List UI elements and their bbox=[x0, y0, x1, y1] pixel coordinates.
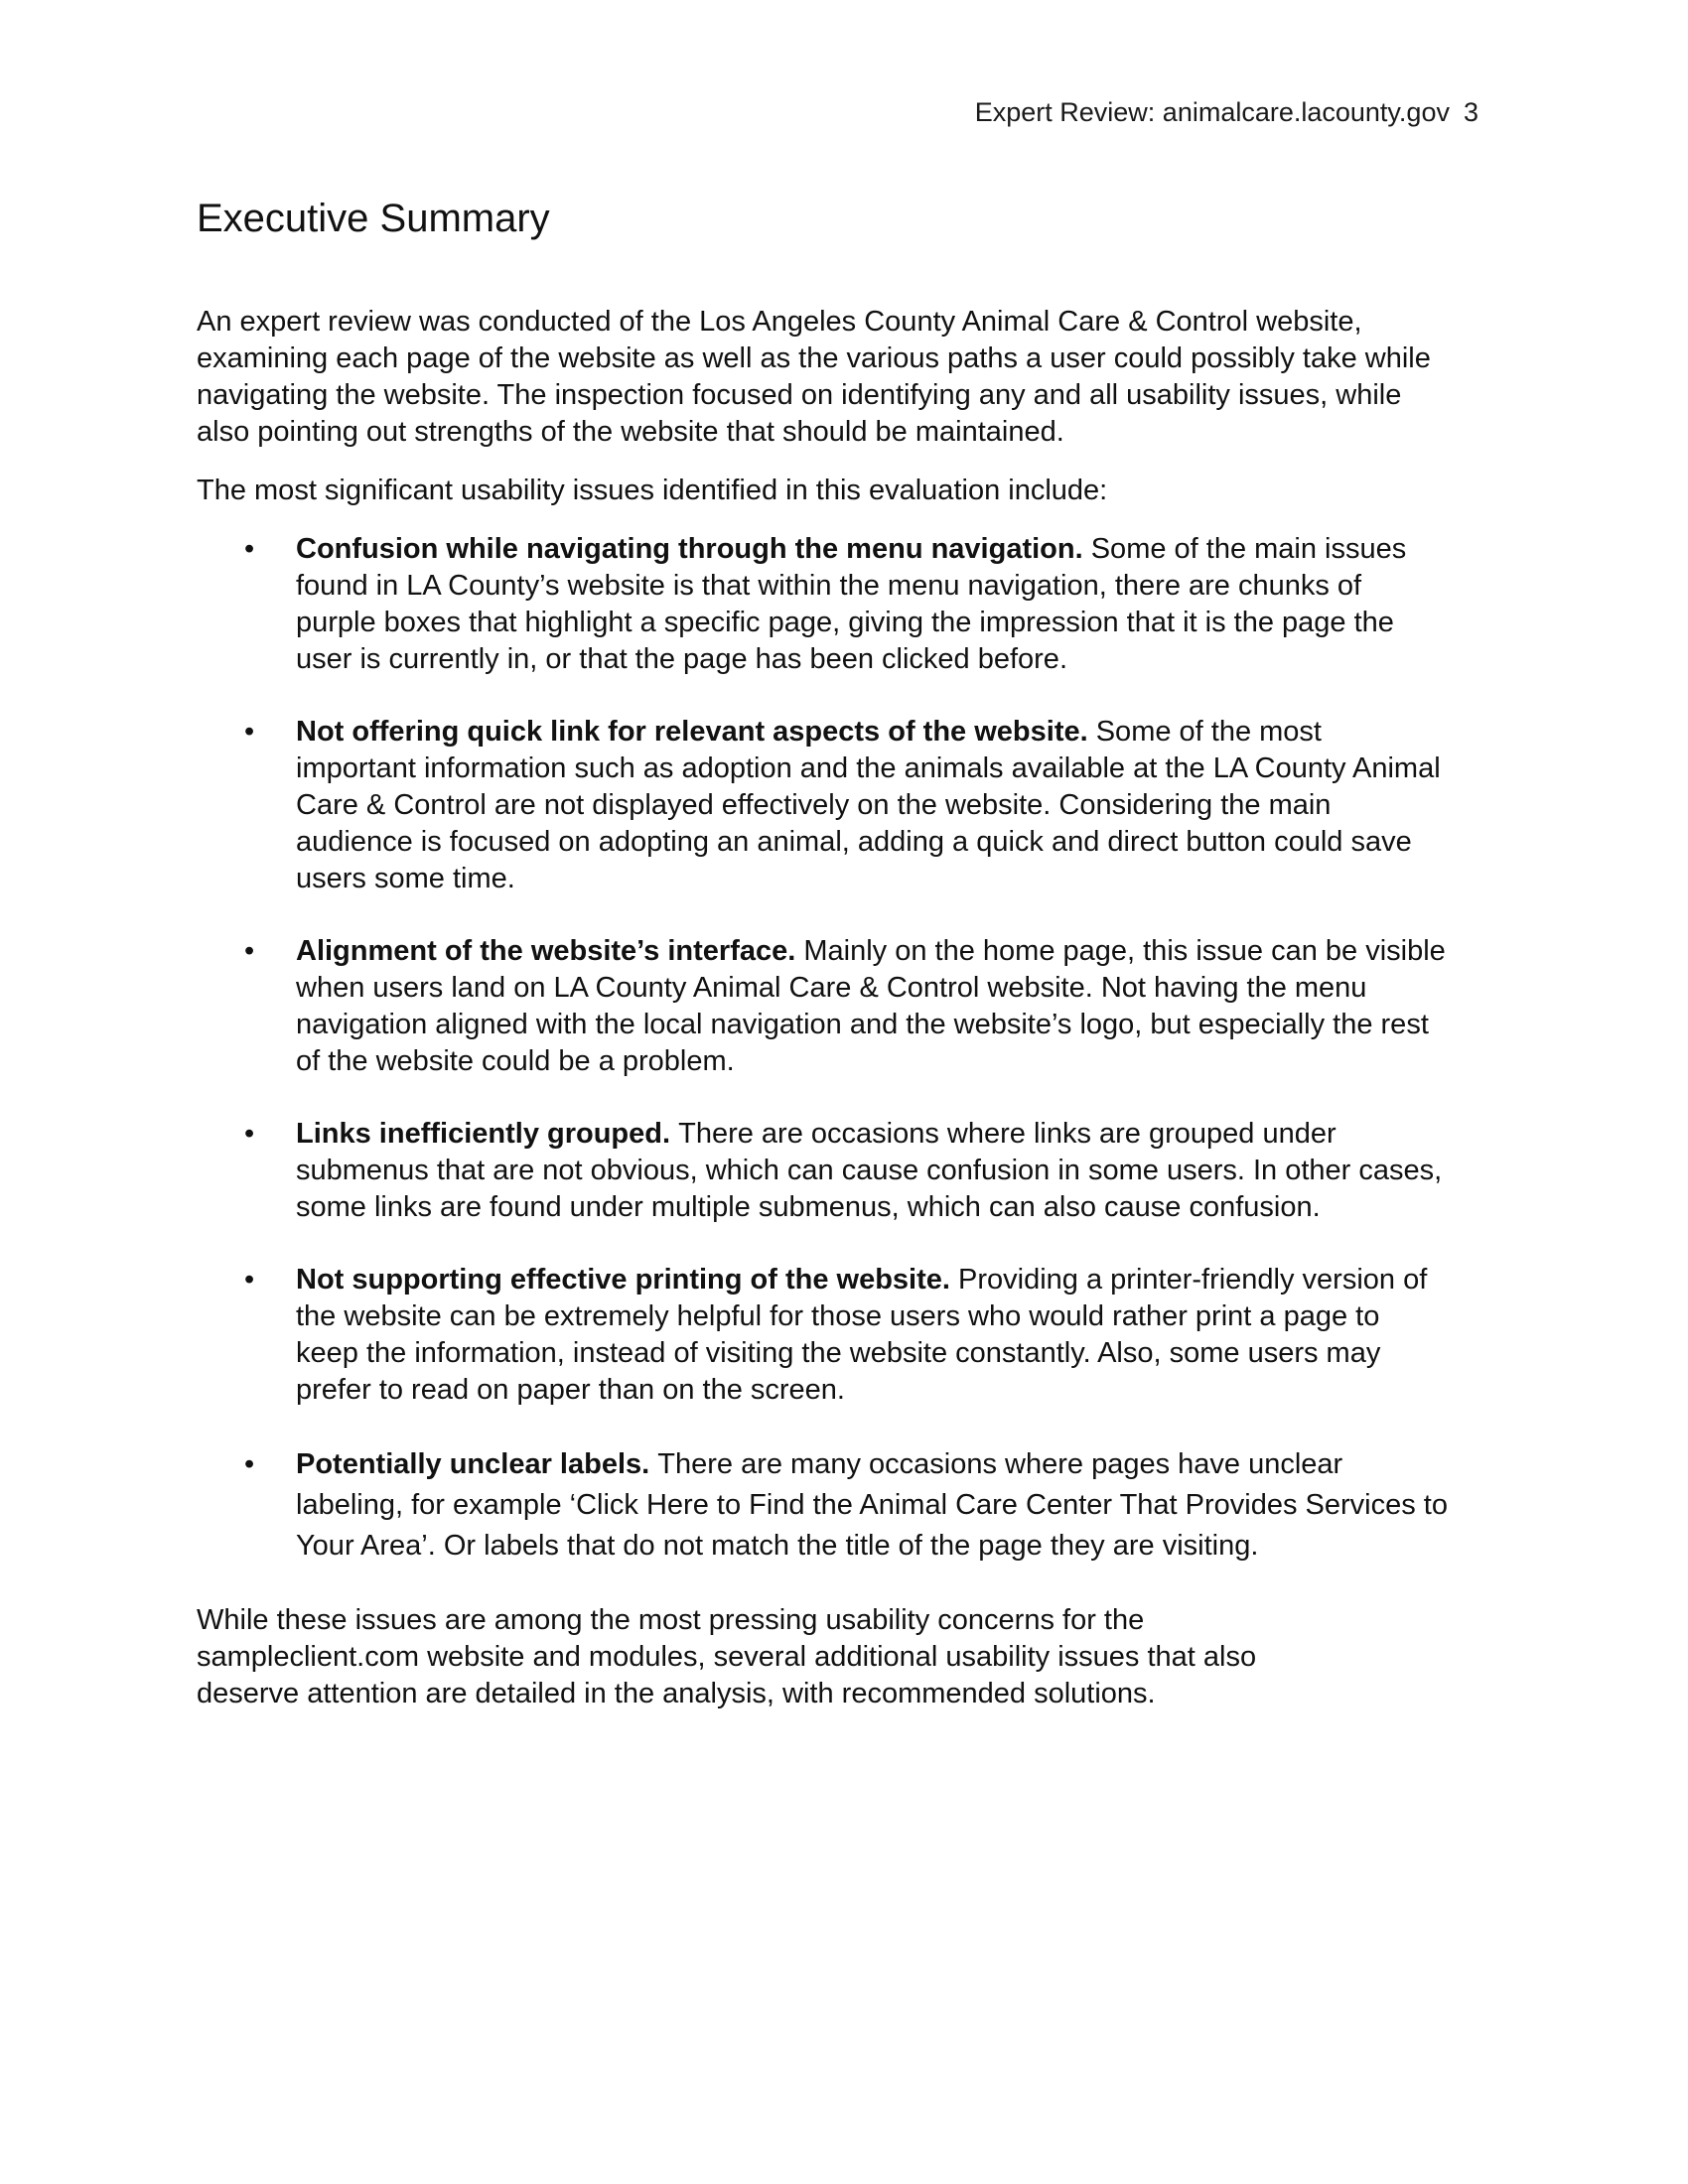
issue-heading: Not supporting effective printing of the website. bbox=[296, 1264, 959, 1296]
list-item bbox=[197, 933, 1448, 1080]
issues-list bbox=[197, 531, 1448, 1567]
issue-heading: Potentially unclear labels. bbox=[296, 1448, 658, 1480]
issue-description: Providing a printer-friendly version of the website can be extremely helpful for those users who would rather print a page to keep the information, instead of visiting the website constantly. Also, some users may prefer to read on paper than on the screen. bbox=[296, 1264, 1428, 1406]
issue-heading: Alignment of the website’s interface. bbox=[296, 935, 804, 967]
document-body bbox=[197, 195, 1448, 1734]
issue-heading: Confusion while navigating through the menu navigation. bbox=[296, 533, 1091, 565]
list-item bbox=[197, 531, 1448, 678]
list-item bbox=[197, 1262, 1448, 1409]
intro-paragraph: An expert review was conducted of the Los Angeles County Animal Care & Control website, examining each page of the website as well as the various paths a user could possibly take while navigating the website. The inspection focused on identifying any and all usability issues, while also pointing out strengths of the website that should be maintained. bbox=[197, 306, 1431, 448]
bullet-icon: • bbox=[244, 533, 255, 565]
list-item bbox=[197, 1444, 1448, 1567]
running-title: Expert Review: animalcare.lacounty.gov bbox=[974, 97, 1450, 127]
running-header bbox=[975, 96, 1478, 128]
section-title: Executive Summary bbox=[197, 197, 550, 240]
list-intro: The most significant usability issues identified in this evaluation include: bbox=[197, 475, 1108, 506]
list-item bbox=[197, 1116, 1448, 1226]
bullet-icon: • bbox=[244, 935, 255, 967]
issue-description: Mainly on the home page, this issue can be visible when users land on LA County Animal Care & Control website. Not having the menu navigation aligned with the local navigation and the website’s logo, but especially the rest of the website could be a problem. bbox=[296, 935, 1446, 1077]
bullet-icon: • bbox=[244, 1448, 255, 1480]
issue-description: Some of the main issues found in LA County’s website is that within the menu navigation, there are chunks of purple boxes that highlight a specific page, giving the impression that it is the page the user is currently in, or that the page has been clicked before. bbox=[296, 533, 1407, 675]
issue-description: Some of the most important information such as adoption and the animals available at the LA County Animal Care & Control are not displayed effectively on the website. Considering the main audience is focused on adopting an animal, adding a quick and direct button could save users some time. bbox=[296, 716, 1441, 894]
issue-heading: Not offering quick link for relevant aspects of the website. bbox=[296, 716, 1096, 748]
issue-heading: Links inefficiently grouped. bbox=[296, 1118, 679, 1150]
bullet-icon: • bbox=[244, 716, 255, 748]
closing-paragraph: While these issues are among the most pressing usability concerns for the sampleclient.com website and modules, several additional usability issues that also deserve attention are detailed in the analysis, with recommended solutions. bbox=[197, 1604, 1257, 1709]
list-item bbox=[197, 714, 1448, 897]
issue-description: There are occasions where links are grouped under submenus that are not obvious, which can cause confusion in some users. In other cases, some links are found under multiple submenus, which can also cause confusion. bbox=[296, 1118, 1443, 1223]
bullet-icon: • bbox=[244, 1118, 255, 1150]
issue-description: There are many occasions where pages have unclear labeling, for example ‘Click Here to Find the Animal Care Center That Provides Services to Your Area’. Or labels that do not match the title of the page they are visiting. bbox=[296, 1448, 1448, 1562]
page-number: 3 bbox=[1463, 97, 1478, 127]
bullet-icon: • bbox=[244, 1264, 255, 1296]
